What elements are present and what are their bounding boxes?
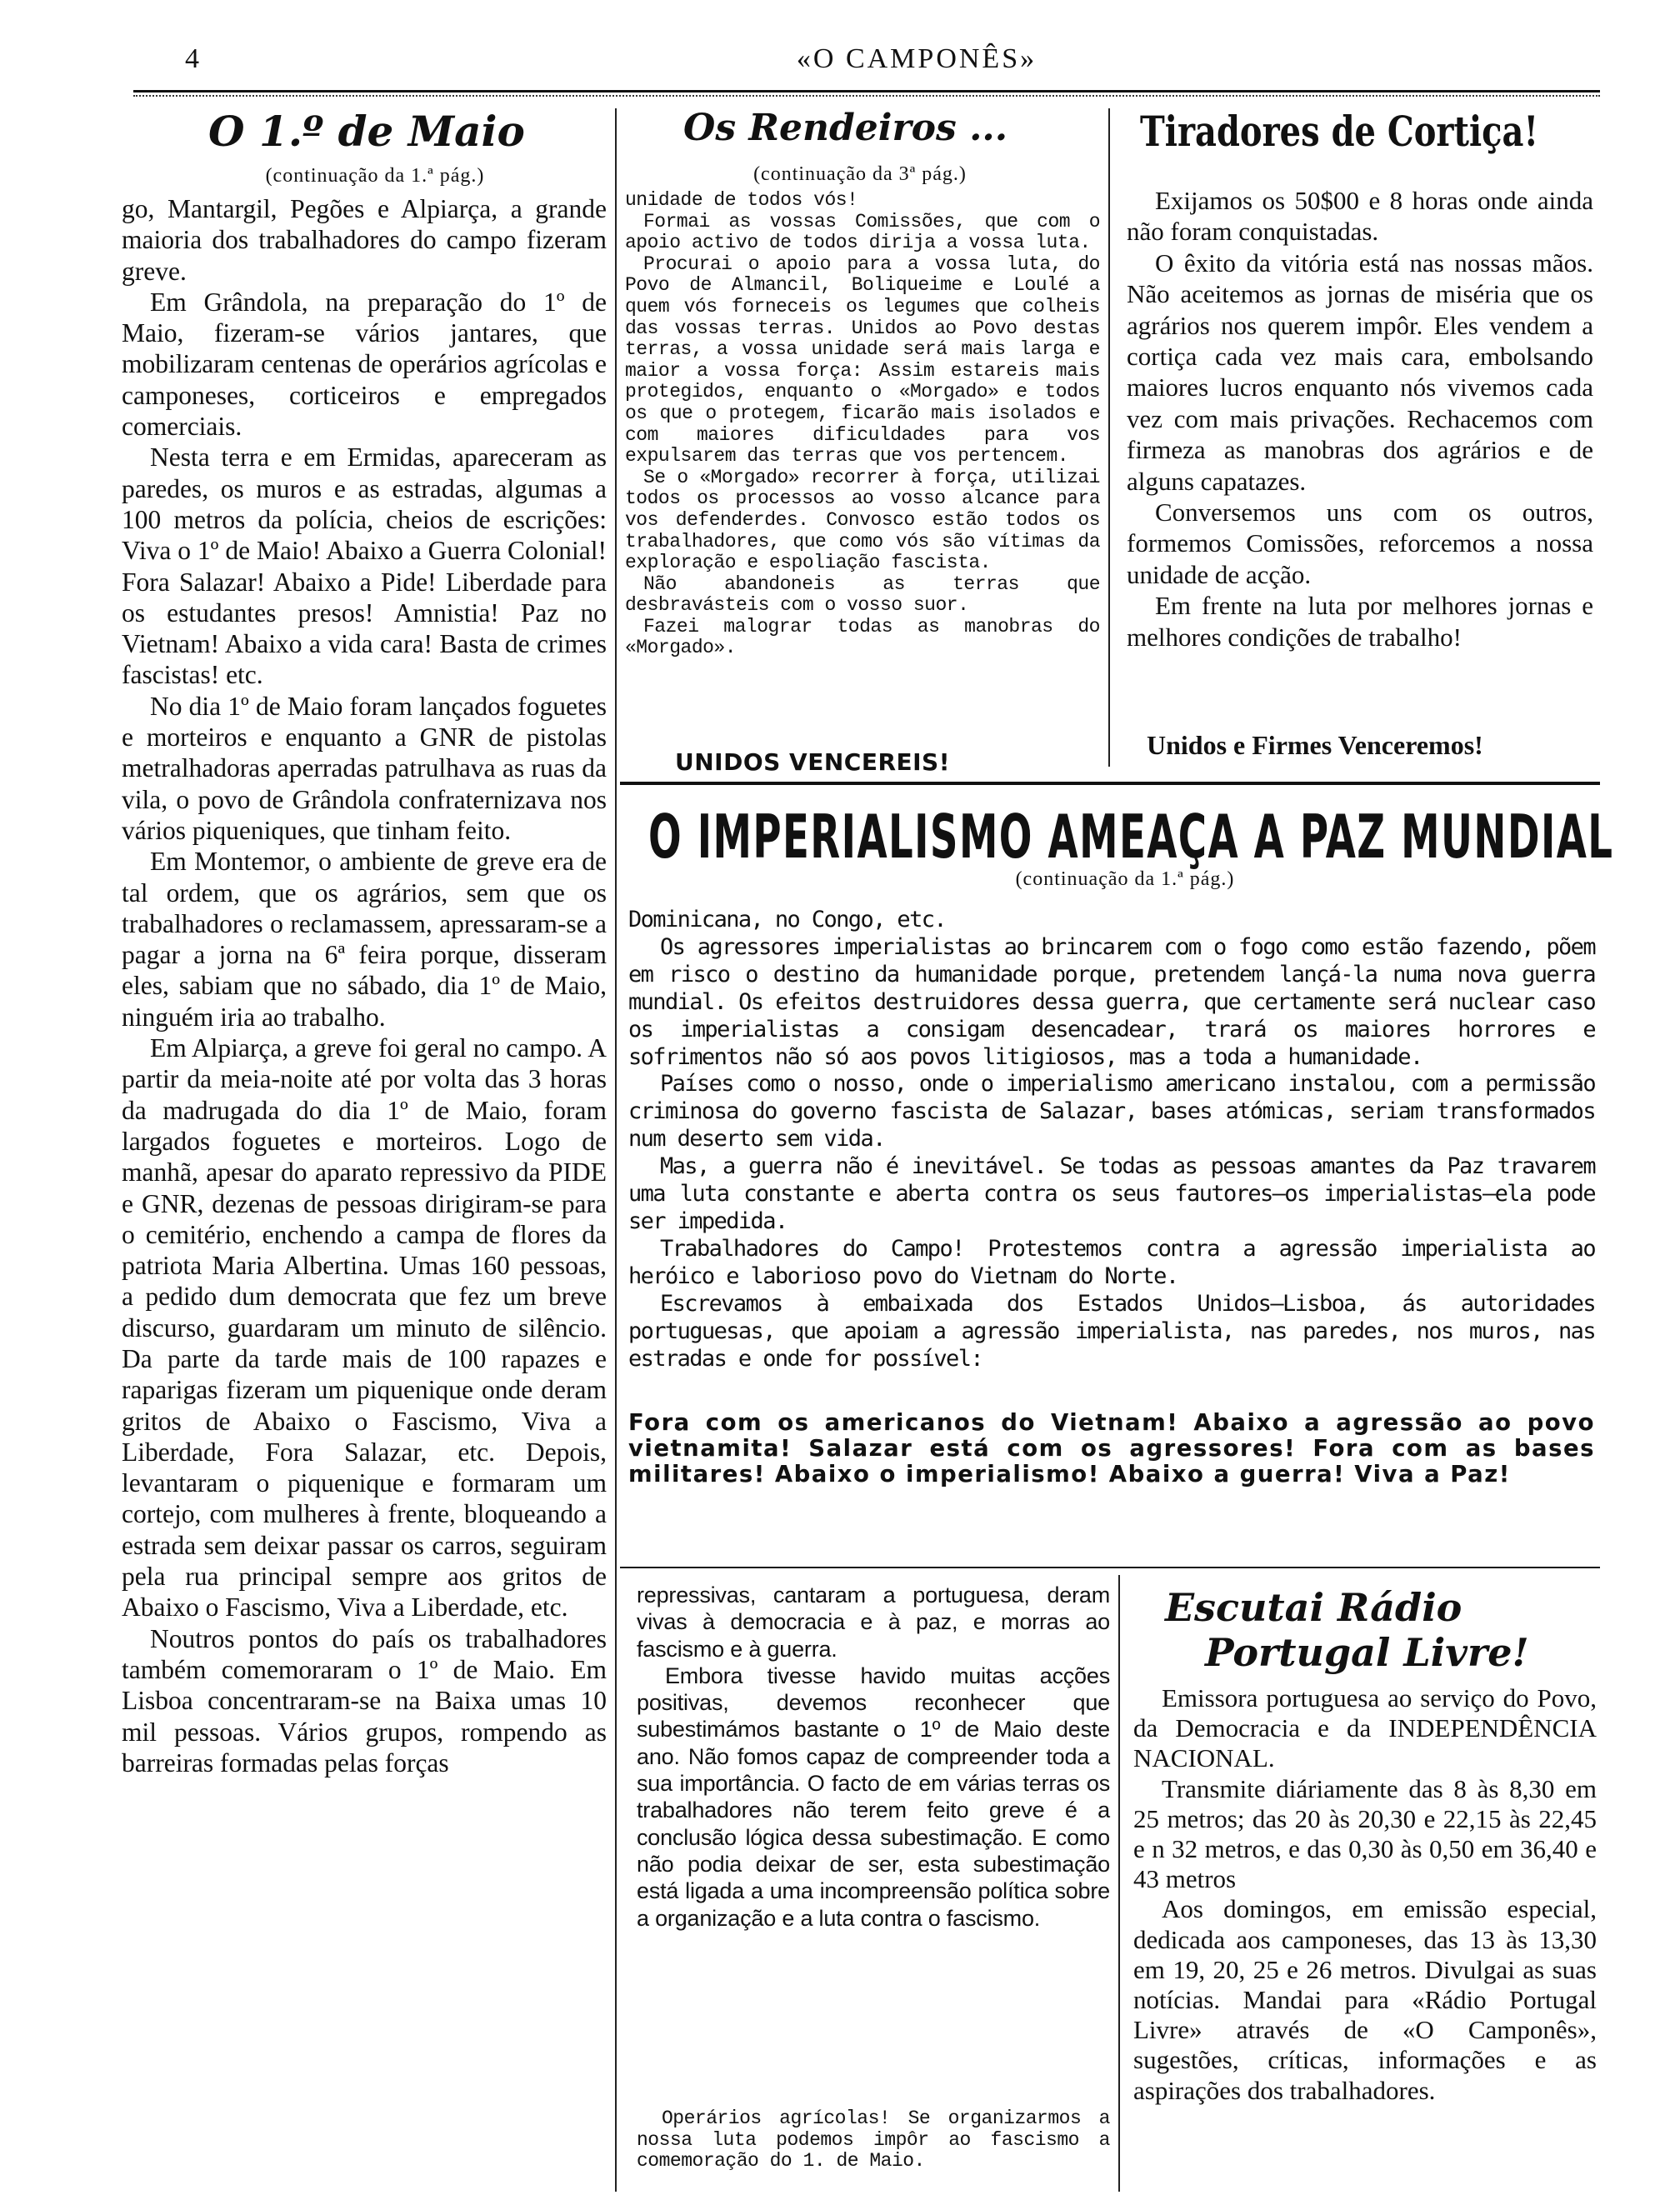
paragraph: Formai as vossas Comissões, que com o apoio activo de todos dirija a vossa luta. <box>625 210 1100 254</box>
paragraph: Trabalhadores do Campo! Protestemos contra a agressão imperialista ao heróico e laborioso povo do Vietnam do Norte. <box>628 1235 1595 1289</box>
header-rule-dotted <box>133 95 1600 97</box>
article-title-imperialismo: O IMPERIALISMO AMEAÇA A PAZ MUNDIAL <box>648 802 1614 872</box>
header-rule <box>133 90 1600 92</box>
paragraph: Nesta terra e em Ermidas, apareceram as paredes, os muros e as estradas, algumas a 100 metros da polícia, cheios de escrições: Viva o 1º de Maio! Abaixo a Guerra Colonial! Fora Salazar! Abaixo a Pide! Liberdade para os estudantes presos! Amnistia! Paz no Vietnam! Abaixo a vida cara! Basta de crimes fascistas! etc. <box>122 442 607 690</box>
paragraph: Em Grândola, na preparação do 1º de Maio, fizeram-se vários jantares, que mobilizaram centenas de operários agrícolas e camponeses, corticeiros e empregados comerciais. <box>122 287 607 442</box>
column-divider <box>1118 1575 1120 2192</box>
article-title-rendeiros: Os Rendeiros ... <box>683 107 1008 149</box>
operarios-agricolas-note: Operários agrícolas! Se organizarmos a nossa luta podemos impôr ao fascismo a comemoração do 1. de Maio. <box>637 2108 1110 2172</box>
article-title-tiradores: Tiradores de Cortiça! <box>1140 107 1539 156</box>
paragraph: O êxito da vitória está nas nossas mãos. Não aceitemos as jornas de miséria que os agrários nos querem impôr. Eles vendem a cortiça cada vez mais cara, embolsando maiores lucros enquanto nós vivemos cada vez com mais privações. Rechacemos com firmeza as manobras dos agrários e de alguns capatazes. <box>1127 248 1593 496</box>
paragraph: Procurai o apoio para a vossa luta, do Povo de Almancil, Boliqueime e Loulé a quem vós forneceis os legumes que colheis das vossas terras. Unidos ao Povo destas terras, a vossa unidade será mais larga e maior a vossa força: Assim estareis mais protegidos, enquanto o «Morgado» e todos os que o protegem, ficarão mais isolados e com maiores dificuldades para vos expulsarem das terras que vos pertencem. <box>625 252 1100 468</box>
slogan-unidos-vencereis: UNIDOS VENCEREIS! <box>675 748 950 776</box>
paragraph: Conversemos uns com os outros, formemos Comissões, reforcemos a nossa unidade de acção. <box>1127 498 1593 589</box>
paragraph: Escrevamos à embaixada dos Estados Unidos—Lisboa, ás autoridades portuguesas, que apoiam a agressão imperialista, nas paredes, nos muros, nas estradas e onde for possível: <box>628 1290 1595 1372</box>
newspaper-title: «O CAMPONÊS» <box>796 43 1038 74</box>
paragraph: Os agressores imperialistas ao brincarem com o fogo como estão fazendo, põem em risco o destino da humanidade porque, pretendem lançá-la numa nova guerra mundial. Os efeitos destruidores dessa guerra, que certamente será nuclear caso os imperialistas a consigam desencadear, trará os maiores horrores e sofrimentos não só aos povos litigiosos, mas a toda a humanidade. <box>628 933 1595 1070</box>
section-rule <box>620 1567 1600 1568</box>
paragraph: Países como o nosso, onde o imperialismo americano instalou, com a permissão criminosa do governo fascista de Salazar, bases atómicas, seriam transformados num deserto sem vida. <box>628 1071 1595 1152</box>
section-rule <box>620 782 1600 785</box>
paragraph: Mas, a guerra não é inevitável. Se todas as pessoas amantes da Paz travarem uma luta constante e aberta contra os seus fautores—os imperialistas—ela pode ser impedida. <box>628 1153 1595 1234</box>
paragraph: No dia 1º de Maio foram lançados foguetes e morteiros e enquanto a GNR de pistolas metralhadoras aperradas patrulhava as ruas da vila, o povo de Grândola confraternizava nos vários piqueniques, que tinham feito. <box>122 691 607 845</box>
radio-title-line2: Portugal Livre! <box>1205 1630 1529 1675</box>
article-body-tiradores <box>1127 185 1593 652</box>
paragraph: Em frente na luta por melhores jornas e melhores condições de trabalho! <box>1127 591 1593 652</box>
paragraph: Dominicana, no Congo, etc. <box>628 907 947 932</box>
article-body-rendeiros <box>625 190 1100 659</box>
article-title-primeiro-maio: O 1.º de Maio <box>208 107 525 156</box>
paragraph: repressivas, cantaram a portuguesa, deram vivas à democracia e à paz, e morras ao fascismo e à guerra. <box>637 1582 1110 1662</box>
paragraph: Embora tivesse havido muitas acções positivas, devemos reconhecer que subestimámos bastante o 1º de Maio deste ano. Não fomos capaz de compreender toda a sua importância. O facto de em várias terras os trabalhadores não terem feito greve é a conclusão lógica dessa subestimação. E como não podia deixar de ser, esta subestimação está ligada a uma incompreensão política sobre a organização e a luta contra o fascismo. <box>637 1662 1110 1931</box>
continuation-note: (continuação da 1.ª pág.) <box>1015 868 1235 890</box>
paragraph: Se o «Morgado» recorrer à força, utilizai todos os processos ao vosso alcance para vos defenderdes. Convosco estão todos os trabalhadores, que como vós são vítimas da exploração e espoliação fascista. <box>625 466 1100 574</box>
paragraph: Não abandoneis as terras que desbravásteis com o vosso suor. <box>625 572 1100 617</box>
paragraph: Em Montemor, o ambiente de greve era de tal ordem, que os agrários, sem que os trabalhadores o reclamassem, apressaram-se a pagar a jorna na 6ª feira porque, disseram eles, sabiam que no sábado, dia 1º de Maio, ninguém iria ao trabalho. <box>122 847 607 1032</box>
radio-title-line1: Escutai Rádio <box>1165 1585 1462 1630</box>
paragraph: unidade de todos vós! <box>625 189 858 211</box>
paragraph: go, Mantargil, Pegões e Alpiarça, a grande maioria dos trabalhadores do campo fizeram greve. <box>122 194 607 286</box>
continuation-note: (continuação da 3ª pág.) <box>753 163 967 185</box>
paragraph: Transmite diáriamente das 8 às 8,30 em 25 metros; das 20 às 20,30 e 22,15 às 22,45 e n 32 metros, e das 0,30 às 0,50 em 36,40 e 43 metros <box>1133 1773 1597 1894</box>
article-body-imperialismo <box>628 907 1595 1372</box>
page-number: 4 <box>185 43 199 74</box>
column-divider <box>615 108 617 2192</box>
article-body-primeiro-maio-continued <box>637 1582 1110 1932</box>
paragraph: Aos domingos, em emissão especial, dedicada aos camponeses, das 13 às 13,30 em 19, 20, 25 e 26 metros. Divulgai as suas notícias. Mandai para «Rádio Portugal Livre» através de «O Camponês», sugestões, críticas, informações e as aspirações dos trabalhadores. <box>1133 1894 1597 2105</box>
paragraph: Emissora portuguesa ao serviço do Povo, da Democracia e da INDEPENDÊNCIA NACIONAL. <box>1133 1683 1597 1773</box>
imperialismo-closing-slogans: Fora com os americanos do Vietnam! Abaixo a agressão ao povo vietnamita! Salazar está com os agressores! Fora com as bases militares! Abaixo o imperialismo! Abaixo a guerra! Viva a Paz! <box>628 1409 1595 1488</box>
paragraph: Fazei malograr todas as manobras do «Morgado». <box>625 615 1100 659</box>
slogan-unidos-firmes: Unidos e Firmes Venceremos! <box>1147 730 1483 760</box>
article-body-primeiro-maio <box>122 193 607 1778</box>
continuation-note: (continuação da 1.ª pág.) <box>265 165 485 187</box>
paragraph: Exijamos os 50$00 e 8 horas onde ainda não foram conquistadas. <box>1127 186 1593 247</box>
paragraph: Em Alpiarça, a greve foi geral no campo. A partir da meia-noite até por volta das 3 horas da madrugada do dia 1º de Maio, foram largados foguetes e morteiros. Logo de manhã, apesar do aparato repressivo da PIDE e GNR, dezenas de pessoas dirigiram-se para o cemitério, enchendo a campa de flores da patriota Maria Albertina. Umas 160 pessoas, a pedido dum democrata que fez um breve discurso, guardaram um minuto de silêncio. Da parte da tarde mais de 100 rapazes e raparigas fizeram um piquenique onde deram gritos de Abaixo o Fascismo, Viva a Liberdade, Fora Salazar, etc. Depois, levantaram o piquenique e formaram um cortejo, com mulheres à frente, bloqueando a estrada sem deixar passar os carros, seguiram pela rua principal sempre aos gritos de Abaixo o Fascismo, Viva a Liberdade, etc. <box>122 1033 607 1622</box>
article-body-radio <box>1133 1683 1597 2106</box>
column-divider <box>1108 108 1110 767</box>
paragraph: Noutros pontos do país os trabalhadores também comemoraram o 1º de Maio. Em Lisboa concentraram-se na Baixa umas 10 mil pessoas. Vários grupos, rompendo as barreiras formadas pelas forças <box>122 1623 607 1778</box>
